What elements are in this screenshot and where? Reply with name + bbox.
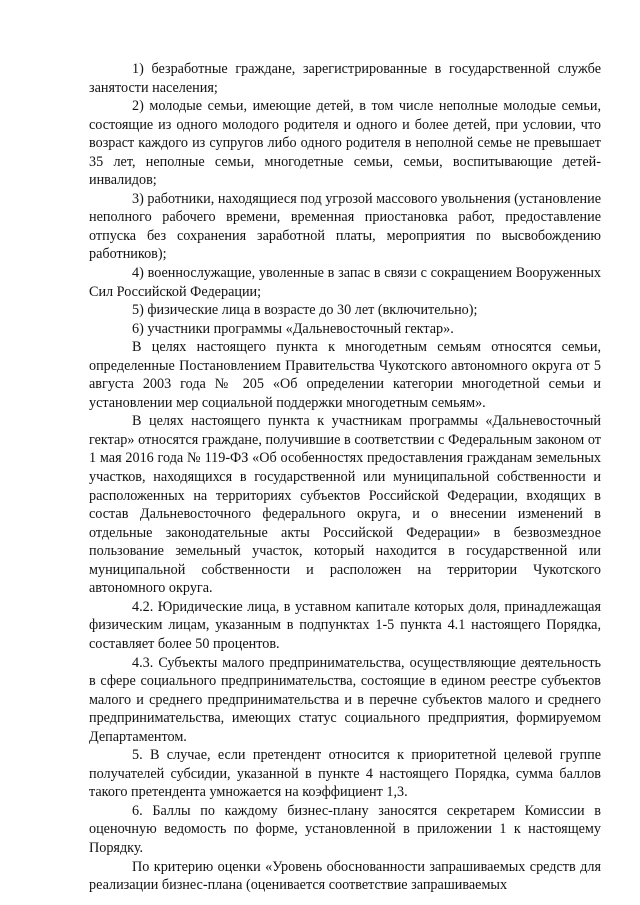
paragraph-6-scores: 6. Баллы по каждому бизнес-плану заносятся секретарем Комиссии в оценочную ведомость по форме, установленной в приложении 1 к настоящему Порядку. — [89, 802, 601, 856]
paragraph-5-coefficient: 5. В случае, если претендент относится к приоритетной целевой группе получателей субсидии, указанной в пункте 4 настоящего Порядка, сумма баллов такого претендента умножается на коэффициент 1,3. — [89, 747, 601, 801]
paragraph-item-6-hectare: 6) участники программы «Дальневосточный гектар». — [132, 320, 454, 337]
paragraph-item-2-young-families: 2) молодые семьи, имеющие детей, в том числе неполные молодые семьи, состоящие из одного молодого родителя и одного и более детей, при условии, что возраст каждого из супругов либо одного родителя в неполной семье не превышает 35 лет, неполные семьи, многодетные семьи, семьи, воспитывающие детей-инвалидов; — [89, 98, 601, 189]
paragraph-criterion: По критерию оценки «Уровень обоснованности запрашиваемых средств для реализации бизнес-плана (оценивается соответствие запрашиваемых — [89, 858, 601, 894]
paragraph-4-2-legal-entities: 4.2. Юридические лица, в уставном капитале которых доля, принадлежащая физическим лицам, указанным в подпунктах 1-5 пункта 4.1 настоящего Порядка, составляет более 50 процентов. — [89, 598, 601, 652]
paragraph-item-1-unemployed: 1) безработные граждане, зарегистрированные в государственной службе занятости населения; — [89, 61, 601, 96]
document-page — [89, 60, 601, 895]
paragraph-item-3-workers: 3) работники, находящиеся под угрозой массового увольнения (установление неполного рабочего времени, временная приостановка работ, предоставление отпуска без сохранения заработной платы, мероприятия по высвобождению работников); — [89, 190, 601, 263]
paragraph-large-families: В целях настоящего пункта к многодетным семьям относятся семьи, определенные Постановлением Правительства Чукотского автономного округа от 5 августа 2003 года № 205 «Об определении категории многодетной семьи и установлении мер социальной поддержки многодетным семьям». — [89, 339, 601, 411]
paragraph-item-4-military: 4) военнослужащие, уволенные в запас в связи с сокращением Вооруженных Сил Российской Федерации; — [89, 265, 601, 300]
paragraph-item-5-young-persons: 5) физические лица в возрасте до 30 лет (включительно); — [132, 302, 478, 319]
paragraph-4-3-small-business: 4.3. Субъекты малого предпринимательства, осуществляющие деятельность в сфере социального предпринимательства, состоящие в едином реестре субъектов малого и среднего предпринимательства и в перечне субъектов малого и среднего предпринимательства, имеющих статус социального предприятия, формируемом Департаментом. — [89, 654, 601, 745]
paragraph-hectare-participants: В целях настоящего пункта к участникам программы «Дальневосточный гектар» относятся граждане, получившие в соответствии с Федеральным законом от 1 мая 2016 года № 119-ФЗ «Об особенностях предоставления гражданам земельных участков, находящихся в государственной или муниципальной собственности и расположенных на территориях субъектов Российской Федерации, входящих в состав Дальневосточного федерального округа, и о внесении изменений в отдельные законодательные акты Российской Федерации» в безвозмездное пользование земельный участок, который находится в государственной или муниципальной собственности и расположен на территории Чукотского автономного округа. — [89, 413, 601, 597]
